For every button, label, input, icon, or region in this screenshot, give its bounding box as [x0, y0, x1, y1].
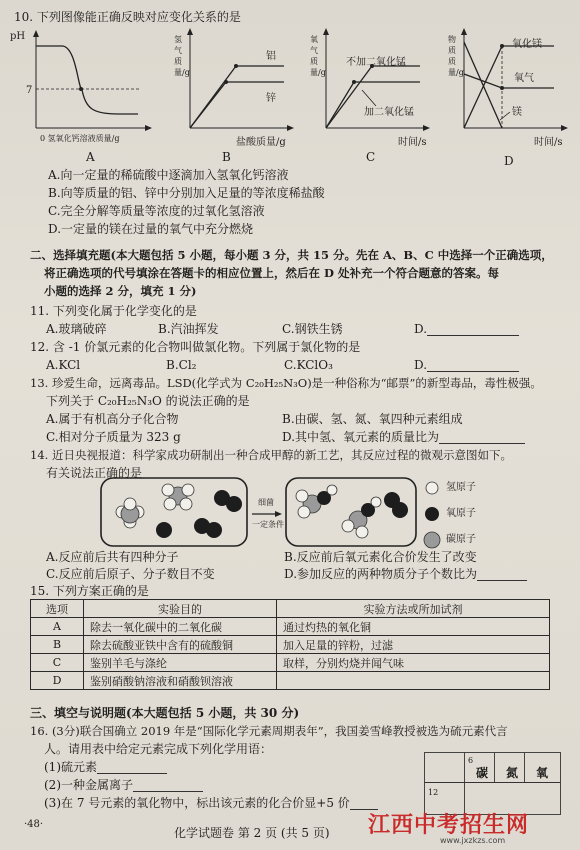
q11-option-d-label: D.	[414, 322, 428, 336]
graph-d-letter: D	[504, 154, 514, 168]
table-cell: C	[31, 654, 84, 672]
table-cell: 除去硫酸亚铁中含有的硫酸铜	[84, 636, 277, 654]
q15-table	[30, 599, 550, 690]
q13-option-d	[282, 430, 525, 444]
graph-d-curve1: 氧化镁	[512, 39, 542, 50]
q15-stem: 15. 下列方案正确的是	[30, 584, 149, 598]
graph-b-letter: B	[222, 150, 231, 164]
q16-stem: 16. (3分)联合国确立 2019 年是“国际化学元素周期表年”，我国姜雪峰教授被选为硫元素代言	[30, 724, 508, 738]
section3-title: 三、填空与说明题(本大题包括 5 小题，共 30 分)	[30, 706, 300, 720]
table-header: 实验方法或所加试剂	[277, 600, 550, 618]
q13-stem2: 下列关于 C₂₀H₂₅N₃O 的说法正确的是	[46, 394, 250, 408]
q13-option-c: C.相对分子质量为 323 g	[46, 430, 181, 444]
ptable-cell-12: 12	[428, 788, 439, 797]
graph-a	[22, 28, 152, 138]
q12-option-b: B.Cl₂	[166, 358, 197, 372]
table-row	[31, 636, 550, 654]
table-header-row	[31, 600, 550, 618]
q11-option-b: B.汽油挥发	[158, 322, 219, 336]
section2-line2: 将正确选项的代号填涂在答题卡的相应位置上，然后在 D 处补充一个符合题意的答案。每	[44, 266, 499, 280]
watermark-logo: 江西中考招生网	[368, 813, 530, 838]
molecule-oxygen-2	[214, 490, 242, 512]
q16-sub1-label: (1)硫元素	[44, 760, 97, 774]
table-cell: B	[31, 636, 84, 654]
table-header: 选项	[31, 600, 84, 618]
q11-option-a: A.玻璃破碎	[46, 322, 107, 336]
q10-option-d: D.一定量的镁在过量的氧气中充分燃烧	[48, 222, 254, 236]
q14-option-b: B.反应前后氧元素化合价发生了改变	[284, 550, 477, 564]
q13-option-d-label: D.其中氢、氧元素的质量比为	[282, 430, 440, 444]
q12-option-d	[414, 358, 519, 372]
q12-answer-blank[interactable]	[427, 371, 519, 372]
graph-b-curve1: 铝	[266, 51, 276, 62]
graph-d-ylabel: 物质质量/g	[448, 35, 464, 77]
molecule-oxygen-3	[156, 522, 172, 538]
legend-carbon-icon	[424, 532, 440, 548]
graph-b-ylabel: 氢气质量/g	[174, 35, 190, 77]
graph-c-letter: C	[366, 150, 376, 164]
table-row	[31, 654, 550, 672]
molecule-oxygen	[194, 518, 222, 538]
q14-stem: 14. 近日央视报道：科学家成功研制出一种合成甲醇的新工艺，其反应过程的微观示意图如下。	[30, 448, 512, 462]
q12-stem: 12. 含 -1 价氯元素的化合物叫做氯化物。下列属于氯化物的是	[30, 340, 361, 354]
table-cell-answer[interactable]	[277, 672, 550, 690]
ptable-cell-carbon: 碳	[476, 766, 489, 780]
graph-a-xlabel: 0 氢氧化钙溶液质量/g	[40, 134, 120, 143]
q16-sub1	[44, 760, 167, 774]
table-cell: D	[31, 672, 84, 690]
q14-option-c: C.反应前后原子、分子数目不变	[46, 567, 215, 581]
q10-stem: 10. 下列图像能正确反映对应变化关系的是	[14, 10, 241, 24]
graph-a-letter: A	[86, 150, 95, 164]
graph-b	[186, 28, 296, 138]
q10-option-b: B.向等质量的铝、锌中分别加入足量的等浓度稀盐酸	[48, 186, 325, 200]
q11-stem: 11. 下列变化属于化学变化的是	[30, 304, 197, 318]
graph-b-xlabel: 盐酸质量/g	[236, 137, 286, 148]
molecule-oxygen-remaining	[384, 492, 408, 518]
legend-carbon: 碳原子	[446, 534, 476, 545]
table-cell: 加入足量的锌粉，过滤	[277, 636, 550, 654]
q14-answer-blank[interactable]	[477, 580, 527, 581]
q16-sub2-label: (2)一种金属离子	[44, 778, 133, 792]
reaction-diagram	[100, 474, 550, 550]
q12-option-d-label: D.	[414, 358, 428, 372]
q16-sub3-label: (3)在 7 号元素的氧化物中，标出该元素的化合价显+5 价	[44, 796, 350, 810]
page-number: ·48·	[24, 819, 44, 830]
q11-option-c: C.钢铁生锈	[282, 322, 343, 336]
table-header: 实验目的	[84, 600, 277, 618]
ptable-cell-6: 6	[468, 756, 474, 765]
table-cell: 取样，分别灼烧并闻气味	[277, 654, 550, 672]
arrow-label-top: 细菌	[258, 498, 274, 507]
table-cell: 鉴别硝酸钠溶液和硝酸钡溶液	[84, 672, 277, 690]
graph-d-xlabel: 时间/s	[534, 137, 563, 148]
molecule-methane	[116, 498, 144, 528]
page-footer: 化学试题卷 第 2 页 (共 5 页)	[174, 826, 330, 840]
q12-option-c: C.KClO₃	[284, 358, 333, 372]
q13-option-b: B.由碳、氢、氮、氧四种元素组成	[282, 412, 463, 426]
q14-option-d-label: D.参加反应的两种物质分子个数比为	[284, 567, 478, 581]
molecule-methanol	[296, 485, 337, 518]
graph-c-xlabel: 时间/s	[398, 137, 427, 148]
arrow-label-bottom: 一定条件	[252, 520, 284, 529]
ptable-cell-oxygen: 氧	[536, 766, 549, 780]
molecule-methane-2	[162, 484, 194, 510]
q11-answer-blank[interactable]	[427, 335, 519, 336]
graph-a-ylabel: pH	[10, 31, 26, 42]
q13-answer-blank[interactable]	[439, 443, 525, 444]
legend-hydrogen-icon	[426, 482, 438, 494]
table-cell: 鉴别羊毛与涤纶	[84, 654, 277, 672]
table-cell: 通过灼热的氧化铜	[277, 618, 550, 636]
graph-c-curve1: 不加二氧化锰	[346, 57, 406, 68]
graph-d-curve2: 氧气	[514, 73, 534, 84]
table-row	[31, 618, 550, 636]
legend-oxygen-icon	[425, 507, 439, 521]
q16-sub2	[44, 778, 203, 792]
graph-a-ytick: 7	[26, 85, 33, 96]
q16-sub2-blank[interactable]	[133, 791, 203, 792]
graph-b-curve2: 锌	[266, 93, 276, 104]
q16-sub3	[44, 796, 378, 810]
graph-d-curve3: 镁	[512, 107, 522, 118]
watermark-url: www.jxzkzs.com	[440, 836, 506, 845]
q13-option-a: A.属于有机高分子化合物	[46, 412, 179, 426]
q11-option-d	[414, 322, 519, 336]
ptable-cell-nitrogen: 氮	[506, 766, 519, 780]
table-row	[31, 672, 550, 690]
table-cell: A	[31, 618, 84, 636]
q13-stem: 13. 珍爱生命，远离毒品。LSD(化学式为 C₂₀H₂₅N₃O)是一种俗称为“邮票”的新型毒品，毒性极强。	[30, 376, 542, 390]
legend-oxygen: 氧原子	[446, 508, 476, 519]
graph-c-curve2: 加二氧化锰	[364, 107, 414, 118]
q14-option-d	[284, 567, 527, 581]
q10-option-c: C.完全分解等质量等浓度的过氧化氢溶液	[48, 204, 265, 218]
molecule-methanol-2	[342, 497, 381, 538]
legend-hydrogen: 氢原子	[446, 482, 476, 493]
section2-line3: 小题的选择 2 分，填充 1 分)	[44, 284, 197, 298]
q14-option-a: A.反应前后共有四种分子	[46, 550, 179, 564]
graph-c-ylabel: 氧气质量/g	[310, 35, 326, 77]
q12-option-a: A.KCl	[46, 358, 81, 372]
q10-option-a: A.向一定量的稀硫酸中逐滴加入氢氧化钙溶液	[48, 168, 289, 182]
q14-stem2: 有关说法正确的是	[46, 466, 143, 480]
table-cell: 除去一氧化碳中的二氧化碳	[84, 618, 277, 636]
q16-sub1-blank[interactable]	[97, 773, 167, 774]
graph-c	[322, 28, 432, 138]
section2-line1: 二、选择填充题(本大题包括 5 小题，每小题 3 分，共 15 分。先在 A、B、C 中选择一个正确选项，	[30, 248, 553, 262]
q16-stem2: 人。请用表中给定元素完成下列化学用语：	[44, 742, 273, 756]
